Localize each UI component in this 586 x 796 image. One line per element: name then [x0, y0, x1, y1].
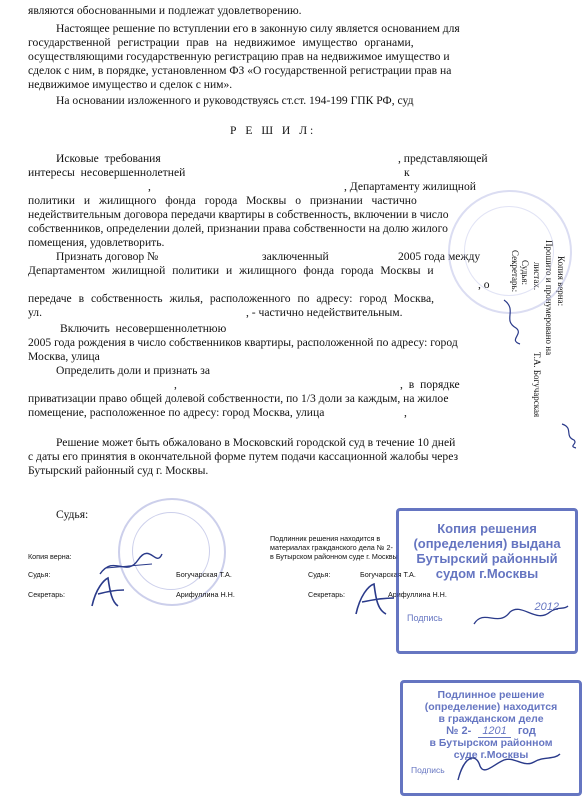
text-line: Настоящее решение по вступлении его в законную силу является основанием для: [56, 22, 460, 35]
judge-label: Судья:: [56, 508, 89, 521]
margin-signature-small: [558, 420, 580, 450]
left-secretary-name: Арифуллина Н.Н.: [176, 590, 235, 599]
court-seal-right-inner: [464, 206, 554, 296]
text-line: , представляющей: [398, 152, 488, 165]
text-line: ,: [148, 180, 151, 193]
stamp-case-number: [403, 725, 579, 737]
text-line: Решение может быть обжаловано в Московский городской суд в течение 10 дней: [56, 436, 456, 449]
text-line: Определить доли и признать за: [56, 364, 211, 377]
text-line: , в порядке: [400, 378, 460, 391]
middle-secretary-name: Арифуллина Н.Н.: [388, 590, 447, 599]
margin-signature: [498, 296, 528, 346]
stamp-case-prefix: № 2-: [446, 725, 472, 737]
text-line: ,: [174, 378, 177, 391]
text-line: заключенный: [262, 250, 329, 263]
text-line: интересы несовершеннолетней: [28, 166, 186, 179]
left-judge-label: Судья:: [28, 570, 51, 579]
margin-note-judge-name: Т.А. Богучарская: [532, 352, 542, 418]
text-line: Департаментом жилищной политики и жилищного фонда города Москвы и: [28, 264, 434, 277]
copy-issued-stamp: [396, 508, 578, 654]
text-line: помещение, расположенное по адресу: город Москва, улица: [28, 406, 325, 419]
stamp-line: в Бутырском районном: [429, 737, 553, 749]
text-line: осуществляющими государственную регистрацию прав на недвижимое имущество и: [28, 50, 450, 63]
margin-note-secretary: Секретарь:: [510, 250, 520, 293]
text-line: являются обоснованными и подлежат удовлетворению.: [28, 4, 302, 17]
text-line: собственников, определении долей, признании права собственности на долю жилого: [28, 222, 448, 235]
copy-true-label: Копия верна:: [28, 552, 72, 561]
text-line: Признать договор №: [56, 250, 159, 263]
text-line: с даты его принятия в окончательной форме путем подачи кассационной жалобы через: [28, 450, 459, 463]
original-note-line: Подлинник решения находится в: [270, 534, 381, 543]
text-line: ул.: [28, 306, 42, 319]
stamp-sign-label: Подпись: [407, 613, 443, 623]
text-line: , о: [478, 278, 490, 291]
stamp-date: 2012: [534, 601, 559, 613]
left-secretary-label: Секретарь:: [28, 590, 66, 599]
text-line: сделок с ним, в порядке, установленном ФЗ «О государственной регистрации прав на: [28, 64, 452, 77]
margin-note-stitched: Прошито и пронумеровано на: [544, 240, 554, 356]
original-note-line: материалах гражданского дела № 2-: [270, 543, 393, 552]
stamp-sign-label: Подпись: [411, 765, 445, 775]
text-line: ,: [404, 406, 407, 419]
text-line: к: [404, 166, 410, 179]
text-line: Включить несовершеннолетнюю: [60, 322, 227, 335]
stamp-line: Бутырский районный: [416, 551, 558, 566]
margin-note-copy-true: Копия верна:: [556, 256, 566, 307]
margin-note-sheets: листах.: [532, 262, 542, 291]
stamp-line: (определение) находится: [424, 701, 558, 713]
stamp-line: судом г.Москвы: [435, 566, 539, 581]
text-line: 2005 года между: [398, 250, 481, 263]
text-line: недвижимое имущество и сделок с ним».: [28, 78, 233, 91]
middle-judge-label: Судья:: [308, 570, 331, 579]
stamp-line: (определения) выдана: [413, 536, 561, 551]
margin-note-judge: Судья:: [520, 260, 530, 286]
middle-secretary-label: Секретарь:: [308, 590, 346, 599]
secretary-signature-left: [88, 576, 128, 610]
text-line: Исковые требования: [56, 152, 161, 165]
stamp-line: суде г.Москвы: [453, 749, 529, 761]
text-line: На основании изложенного и руководствуясь ст.ст. 194-199 ГПК РФ, суд: [56, 94, 414, 107]
secretary-signature-middle: [352, 582, 396, 618]
text-line: 2005 года рождения в число собственников квартиры, расположенной по адресу: город: [28, 336, 458, 349]
stamp-line: в гражданском деле: [438, 713, 544, 725]
date-signature-stamp: [470, 600, 570, 632]
signature-bottom-right: [454, 746, 564, 786]
middle-judge-name: Богучарская Т.А.: [360, 570, 416, 579]
text-line: , Департаменту жилищной: [344, 180, 476, 193]
stamp-line: Подлинное решение: [437, 689, 545, 701]
stamp-case-num: 1201: [478, 725, 510, 738]
text-line: недействительным договора передачи квартиры в собственность, включении в число: [28, 208, 449, 221]
text-line: помещения, удовлетворить.: [28, 236, 165, 249]
section-heading: Р Е Ш И Л:: [230, 124, 317, 137]
text-line: Бутырский районный суд г. Москвы.: [28, 464, 209, 477]
text-line: , - частично недействительным.: [246, 306, 403, 319]
text-line: государственной регистрации прав на недвижимое имущество органами,: [28, 36, 414, 49]
text-line: политики и жилищного фонда города Москвы о признании частично: [28, 194, 417, 207]
text-line: Москва, улица: [28, 350, 100, 363]
text-line: передаче в собственность жилья, расположенного по адресу: город Москва,: [28, 292, 434, 305]
text-line: приватизации право общей долевой собственности, по 1/3 доли за каждым, на жилое: [28, 392, 449, 405]
original-note-line: в Бутырском районном суде г. Москвы: [270, 552, 398, 561]
left-judge-name: Богучарская Т.А.: [176, 570, 232, 579]
stamp-case-year: год: [517, 725, 536, 737]
stamp-line: Копия решения: [437, 521, 537, 536]
